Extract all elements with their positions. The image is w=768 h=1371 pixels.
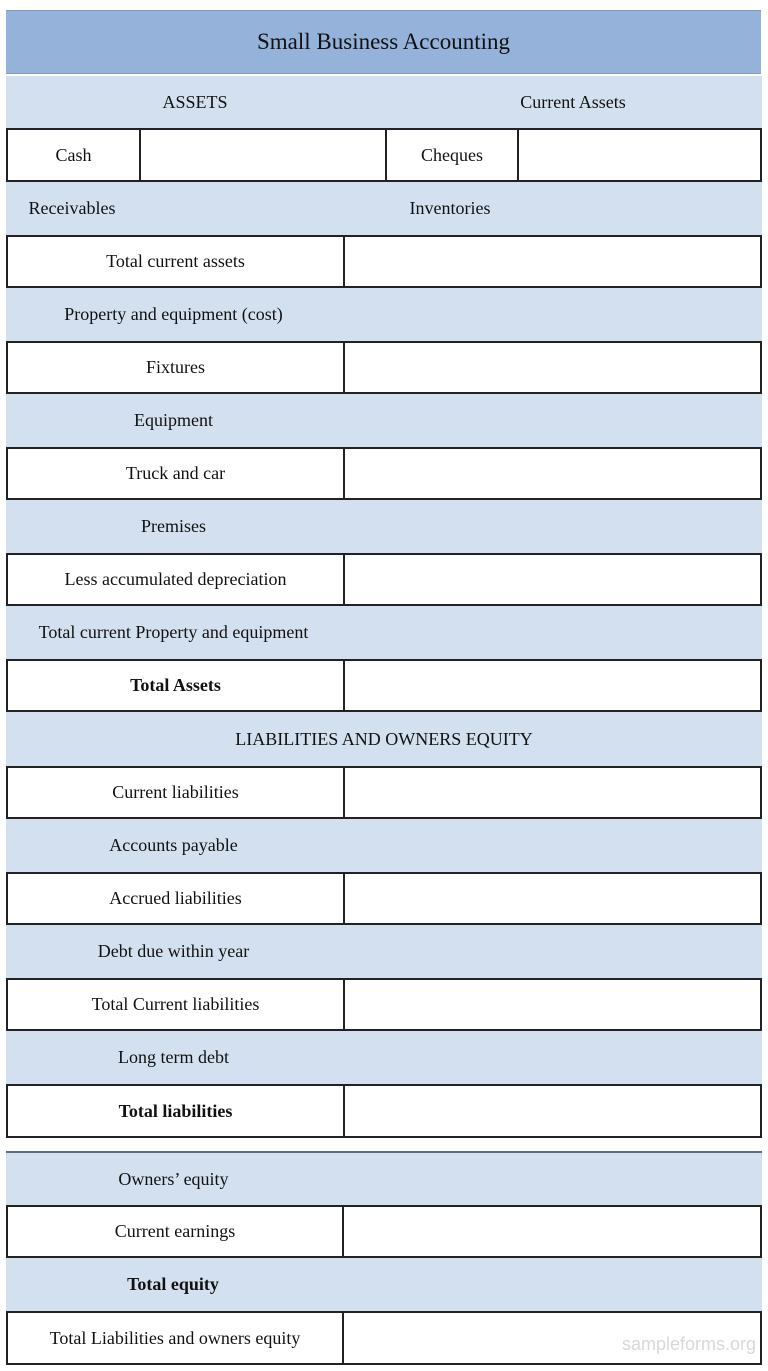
total-assets-row [6, 659, 762, 712]
fixtures-row [6, 341, 762, 394]
depreciation-label: Less accumulated depreciation [64, 569, 287, 589]
accounts-payable-label: Accounts payable [109, 835, 238, 855]
total-assets-input[interactable] [343, 661, 760, 710]
assets-heading: ASSETS [162, 91, 228, 112]
premises-row [6, 500, 762, 553]
premises-label: Premises [141, 516, 206, 536]
current-earnings-row [6, 1205, 762, 1258]
receivables-spacer [138, 182, 384, 235]
total-liabilities-row [6, 1084, 762, 1138]
current-earnings-label: Current earnings [114, 1221, 236, 1241]
assets-header-row [6, 76, 762, 128]
current-earnings-input[interactable] [342, 1207, 760, 1256]
total-liabilities-input[interactable] [343, 1086, 760, 1136]
debt-due-row [6, 925, 762, 978]
total-assets-label: Total Assets [130, 675, 221, 695]
cash-label: Cash [55, 144, 92, 165]
total-current-assets-label: Total current assets [106, 251, 245, 271]
equipment-label: Equipment [134, 410, 213, 430]
owners-equity-row [6, 1153, 762, 1205]
total-property-row [6, 606, 762, 659]
long-term-debt-row [6, 1031, 762, 1084]
watermark: sampleforms.org [621, 1334, 756, 1354]
accrued-liabilities-label: Accrued liabilities [109, 888, 242, 908]
accrued-liabilities-input[interactable] [343, 874, 760, 923]
current-liabilities-label: Current liabilities [112, 782, 239, 802]
total-current-liabilities-input[interactable] [343, 980, 760, 1029]
equipment-row [6, 394, 762, 447]
current-assets-heading: Current Assets [520, 91, 626, 112]
cash-input[interactable] [139, 130, 385, 180]
total-current-assets-input[interactable] [343, 237, 760, 286]
accounts-payable-row [6, 819, 762, 872]
current-liabilities-row [6, 766, 762, 819]
fixtures-input[interactable] [343, 343, 760, 392]
cheques-input[interactable] [517, 130, 760, 180]
owners-equity-label: Owners’ equity [118, 1168, 229, 1189]
form-title: Small Business Accounting [6, 10, 761, 74]
debt-due-label: Debt due within year [97, 941, 250, 961]
liabilities-heading-row [6, 712, 762, 766]
truck-label: Truck and car [125, 463, 226, 483]
receivables-inventories-row [6, 182, 762, 235]
receivables-label: Receivables [28, 198, 116, 218]
total-equity-row [6, 1258, 762, 1311]
accrued-liabilities-row [6, 872, 762, 925]
total-liabilities-equity-label: Total Liabilities and owners equity [49, 1327, 301, 1348]
truck-row [6, 447, 762, 500]
cheques-label: Cheques [385, 130, 517, 180]
current-liabilities-input[interactable] [343, 768, 760, 817]
fixtures-label: Fixtures [145, 357, 205, 377]
total-liabilities-label: Total liabilities [118, 1100, 233, 1121]
inventories-label: Inventories [409, 198, 491, 218]
property-heading-row [6, 288, 762, 341]
total-equity-label: Total equity [127, 1274, 219, 1294]
depreciation-input[interactable] [343, 555, 760, 604]
property-heading: Property and equipment (cost) [64, 304, 283, 324]
liabilities-heading: LIABILITIES AND OWNERS EQUITY [235, 728, 533, 749]
total-current-liabilities-row [6, 978, 762, 1031]
total-current-assets-row [6, 235, 762, 288]
truck-input[interactable] [343, 449, 760, 498]
cash-cheques-row [6, 128, 762, 182]
total-property-label: Total current Property and equipment [38, 622, 309, 642]
long-term-debt-label: Long term debt [118, 1047, 229, 1067]
total-current-liabilities-label: Total Current liabilities [91, 994, 260, 1014]
depreciation-row [6, 553, 762, 606]
